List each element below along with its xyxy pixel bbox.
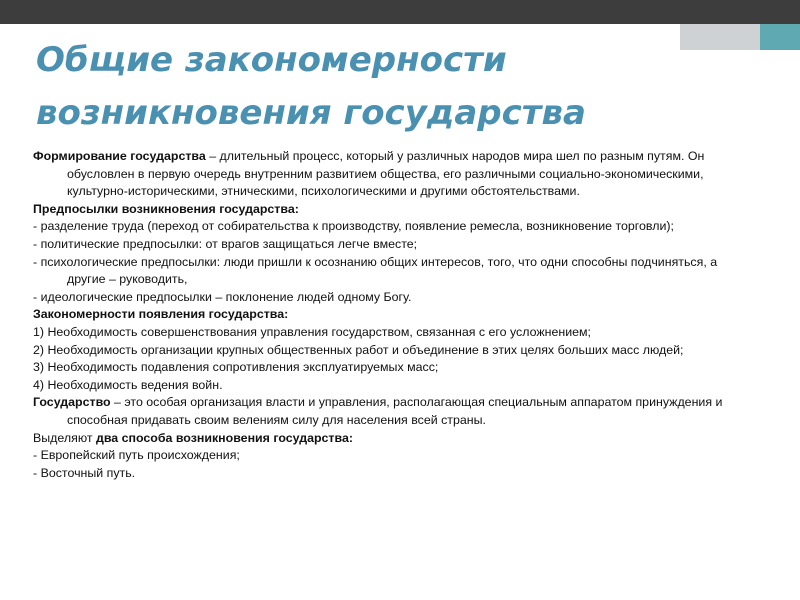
slide-title xyxy=(36,34,776,140)
law-item: 4) Необходимость ведения войн. xyxy=(33,377,223,392)
prerequisite-item: - политические предпосылки: от врагов защищаться легче вместе; xyxy=(33,236,418,251)
way-item: - Восточный путь. xyxy=(33,465,136,480)
laws-heading: Закономерности появления государства: xyxy=(33,307,289,322)
ways-intro: Выделяют два способа возникновения государства: xyxy=(33,430,353,445)
state-definition xyxy=(33,394,745,429)
state-term: Государство xyxy=(33,395,111,410)
state-definition-text: – это особая организация власти и управления, располагающая специальным аппаратом принуждения и способная придавать своим велениям силу для населения всей страны. xyxy=(67,395,723,427)
law-item: 1) Необходимость совершенствования управления государством, связанная с его усложнением; xyxy=(33,324,591,339)
title-line-1: Общие закономерности xyxy=(36,40,507,80)
law-item: 2) Необходимость организации крупных общественных работ и объединение в этих целях больших масс людей; xyxy=(33,342,684,357)
slide-body xyxy=(33,148,745,482)
formation-text: – длительный процесс, который у различных народов мира шел по разным путям. Он обусловлен в первую очередь внутренним развитием общества, его различными социально-экономическими, культурно-историческими, этническими, психологическими и другими обстоятельствами. xyxy=(67,149,705,199)
way-item: - Европейский путь происхождения; xyxy=(33,448,240,463)
prerequisite-item: - идеологические предпосылки – поклонение людей одному Богу. xyxy=(33,289,412,304)
prerequisites-heading: Предпосылки возникновения государства: xyxy=(33,201,299,216)
title-line-2: возникновения государства xyxy=(36,93,586,133)
prerequisite-item: - психологические предпосылки: люди пришли к осознанию общих интересов, того, что одни способны подчиняться, а другие – руководить, xyxy=(33,254,718,287)
formation-term: Формирование государства xyxy=(33,149,206,163)
prerequisite-item: - разделение труда (переход от собирательства к производству, появление ремесла, возникновение торговли); xyxy=(33,219,674,234)
top-bar xyxy=(0,0,800,24)
law-item: 3) Необходимость подавления сопротивления эксплуатируемых масс; xyxy=(33,360,439,375)
formation-paragraph xyxy=(33,148,745,201)
ways-heading: два способа возникновения государства: xyxy=(95,430,353,445)
